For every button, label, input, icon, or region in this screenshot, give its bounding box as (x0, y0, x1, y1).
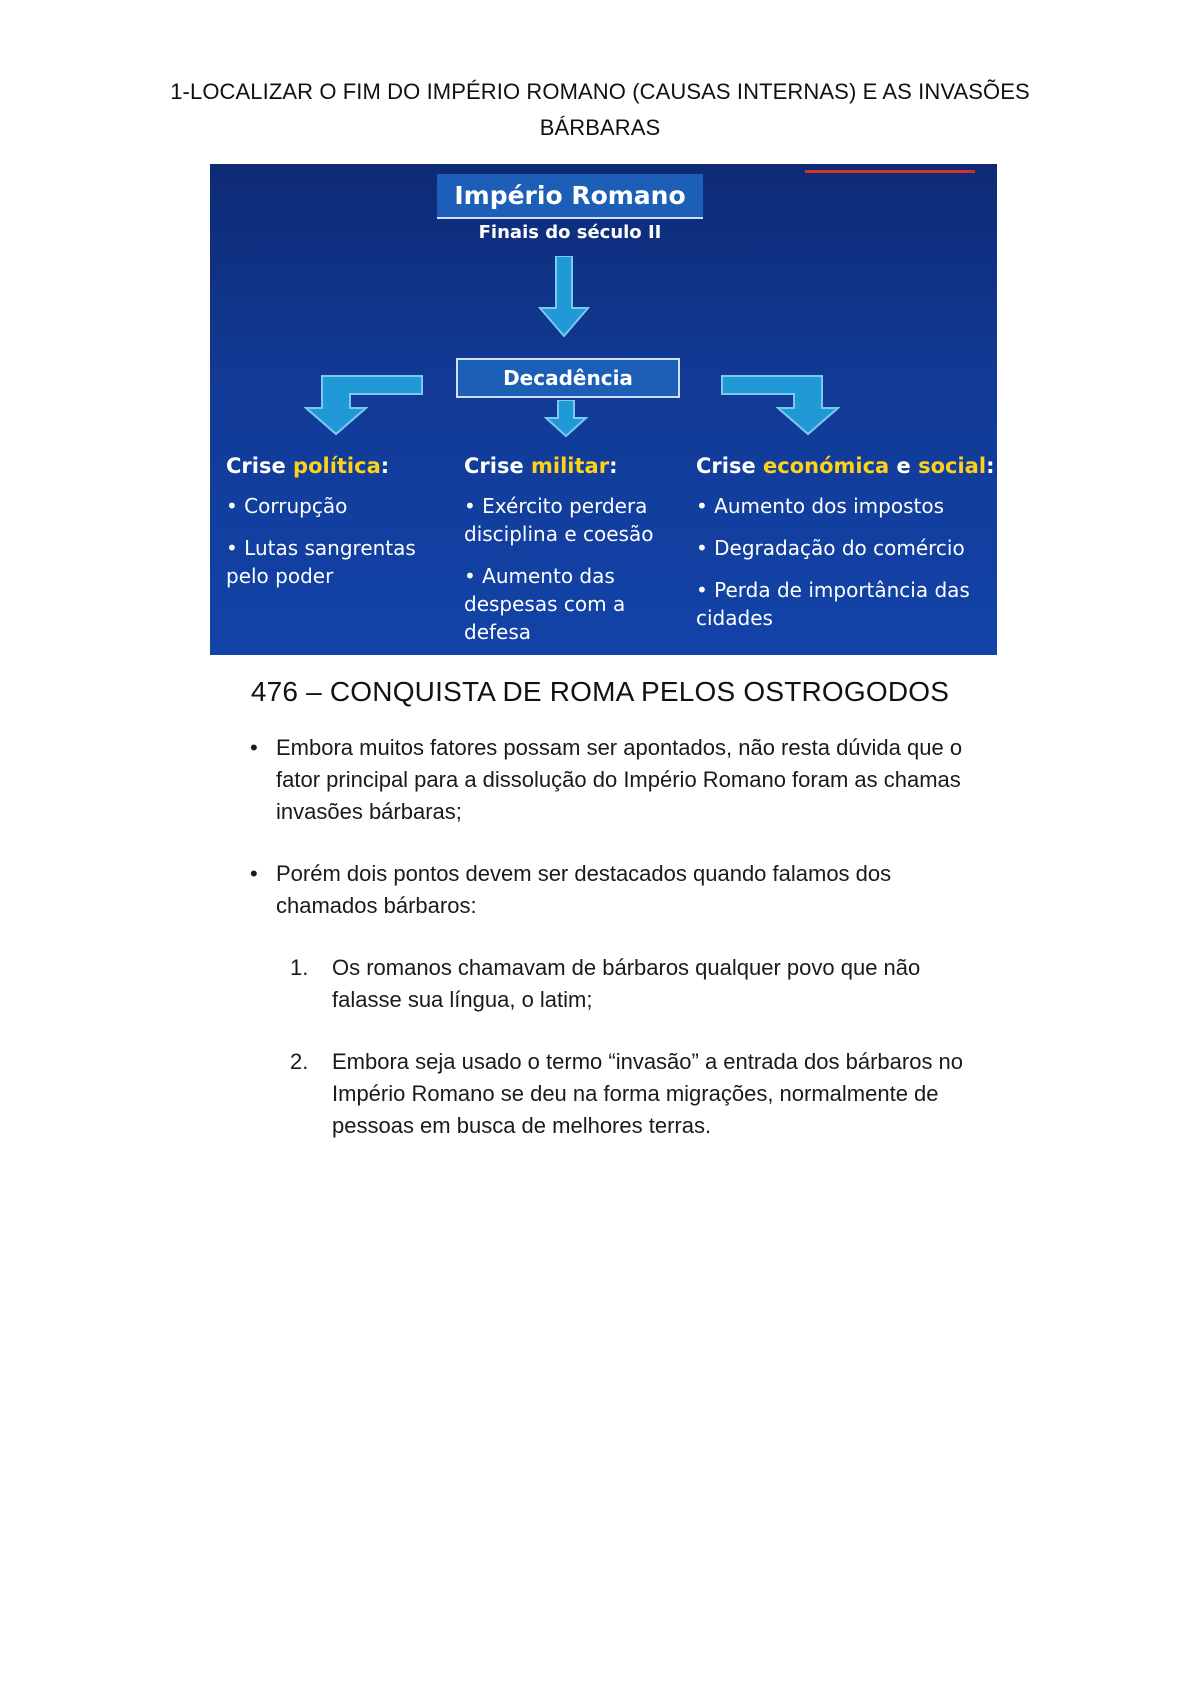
column-heading: Crise política: (226, 454, 390, 478)
numbered-item (244, 952, 964, 1016)
item-number: 1. (290, 955, 309, 980)
column-item: • Corrupção (226, 494, 348, 518)
arrow-down-left-icon (304, 374, 424, 436)
bullet-icon: • (250, 861, 258, 886)
numbered-text: Os romanos chamavam de bárbaros qualquer povo que não falasse sua língua, o latim; (332, 955, 921, 1012)
slide-corner-mark (805, 164, 975, 173)
column-item: • Degradação do comércio (696, 536, 965, 560)
slide-title: Império Romano (437, 174, 703, 219)
crisis-column-military (464, 454, 674, 655)
slide-image (210, 164, 997, 655)
column-item: • Perda de importância das cidades (696, 578, 970, 630)
arrow-down-small-icon (544, 400, 588, 438)
bullet-item (244, 858, 964, 922)
column-item: • Lutas sangrentas pelo poder (226, 536, 416, 588)
bullet-item (244, 732, 964, 828)
crisis-column-economic-social (696, 454, 995, 646)
section-title: 476 – CONQUISTA DE ROMA PELOS OSTROGODOS (250, 676, 950, 707)
item-number: 2. (290, 1049, 309, 1074)
numbered-item (244, 1046, 964, 1142)
bullet-list (244, 732, 964, 1172)
decadence-box: Decadência (456, 358, 680, 398)
column-item: • Aumento dos impostos (696, 494, 945, 518)
column-item: • Aumento das despesas com a defesa (464, 564, 626, 644)
arrow-down-icon (538, 256, 590, 338)
bullet-text: Embora muitos fatores possam ser apontados, não resta dúvida que o fator principal para a dissolução do Império Romano foram as chamas invasões bárbaras; (276, 735, 963, 824)
column-heading: Crise militar: (464, 454, 618, 478)
numbered-text: Embora seja usado o termo “invasão” a entrada dos bárbaros no Império Romano se deu na forma migrações, normalmente de pessoas em busca de melhores terras. (332, 1049, 964, 1138)
bullet-icon: • (250, 735, 258, 760)
crisis-column-political (226, 454, 436, 604)
column-heading: Crise económica e social: (696, 454, 995, 478)
slide-subtitle: Finais do século II (478, 222, 662, 243)
column-item: • Exército perdera disciplina e coesão (464, 494, 654, 546)
arrow-down-right-icon (720, 374, 840, 436)
page-heading: 1-LOCALIZAR O FIM DO IMPÉRIO ROMANO (CAUSAS INTERNAS) E AS INVASÕES BÁRBARAS (170, 79, 1030, 140)
bullet-text: Porém dois pontos devem ser destacados quando falamos dos chamados bárbaros: (276, 861, 892, 918)
